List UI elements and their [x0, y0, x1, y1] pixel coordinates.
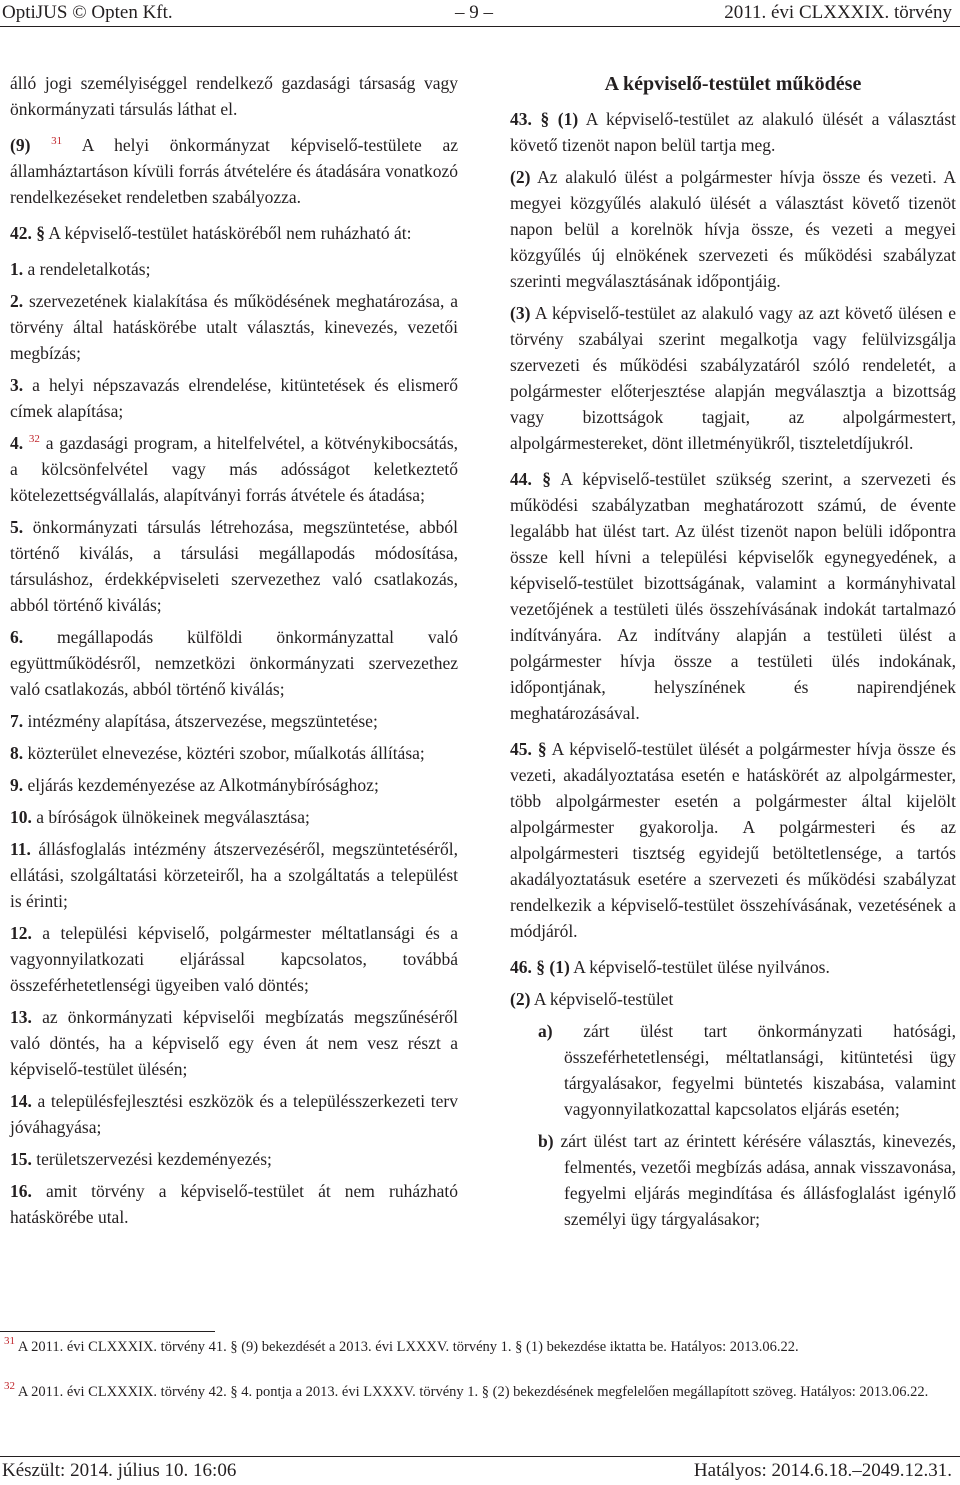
paragraph-9	[10, 132, 458, 210]
section-text: A képviselő-testület hatásköréből nem ruházható át:	[48, 223, 412, 243]
item-number: 5.	[10, 517, 24, 537]
subpoint-label: b)	[538, 1131, 554, 1151]
paragraph-continuation: álló jogi személyiséggel rendelkező gazdasági társaság vagy önkormányzati társulás láthat el.	[10, 73, 458, 119]
header-law-title: 2011. évi CLXXXIX. törvény	[724, 2, 952, 23]
item-number: 1.	[10, 259, 24, 279]
section-number: 43.	[510, 109, 532, 129]
item-text: a bíróságok ülnökeinek megválasztása;	[36, 807, 310, 827]
footnote-marker: 31	[4, 1335, 15, 1347]
paragraph-number: (2)	[510, 167, 531, 187]
section-46-par-1	[510, 954, 956, 980]
page-header	[0, 0, 960, 27]
item-number: 10.	[10, 807, 32, 827]
item-text: intézmény alapítása, átszervezése, megszüntetése;	[27, 711, 378, 731]
section-42-title	[10, 220, 458, 246]
list-item	[10, 288, 458, 366]
list-item	[10, 624, 458, 702]
header-publisher: OptiJUS © Opten Kft.	[2, 2, 173, 23]
footnote-text: A 2011. évi CLXXXIX. törvény 42. § 4. pontja a 2013. évi LXXXV. törvény 1. § (2) bekezdésének megfelelően megállapított szöveg. Hatályos: 2013.06.22.	[17, 1384, 929, 1400]
section-number: 42.	[10, 223, 32, 243]
item-number: 12.	[10, 923, 32, 943]
paragraph-number: (3)	[510, 303, 531, 323]
list-item	[10, 836, 458, 914]
list-item	[10, 1088, 458, 1140]
section-sign: §	[540, 109, 550, 129]
footnote-divider	[0, 1331, 215, 1332]
section-number: 45.	[510, 739, 532, 759]
section-number: 44.	[510, 469, 532, 489]
paragraph-number: (1)	[549, 957, 570, 977]
item-number: 3.	[10, 375, 24, 395]
list-item	[10, 430, 458, 508]
footnote-marker: 32	[4, 1380, 15, 1392]
item-number: 13.	[10, 1007, 32, 1027]
section-45	[510, 736, 956, 944]
item-number: 4.	[10, 433, 24, 453]
section-sign: §	[542, 469, 551, 489]
subpoint-b	[524, 1128, 956, 1232]
list-item	[10, 1178, 458, 1230]
list-item	[10, 1146, 458, 1172]
footer-effective: Hatályos: 2014.6.18.–2049.12.31.	[693, 1460, 952, 1481]
section-43-par-2	[510, 164, 956, 294]
item-text: a helyi népszavazás elrendelése, kitüntetések és elismerő címek alapítása;	[10, 375, 458, 421]
section-sign: §	[536, 957, 545, 977]
list-item	[10, 772, 458, 798]
item-text: megállapodás külföldi önkormányzattal való együttműködésről, nemzetközi önkormányzati szervezethez való csatlakozás, abból történő kiválás;	[10, 627, 459, 699]
section-text: A képviselő-testület ülését a polgármester hívja össze és vezeti, akadályoztatása esetén e hatáskörét az alpolgármester, több alpolgármester esetén a polgármester által kijelölt alpolgármester gyakorolja. A polgármesteri és az alpolgármesteri tisztség egyidejű betöltetlensége, a tartós akadályoztatásuk esetére a szervezeti és működési szabályzat rendelkezik a képviselő-testület összehívásának, vezetésének a módjáról.	[510, 739, 956, 941]
list-item	[10, 708, 458, 734]
item-text: a települési képviselő, polgármester méltatlansági és a vagyonnyilatkozati eljárással kapcsolatos, továbbá összeférhetetlenségi ügyeiben való döntés;	[10, 923, 458, 995]
footnote-text: A 2011. évi CLXXXIX. törvény 41. § (9) bekezdését a 2013. évi LXXXV. törvény 1. § (1) bekezdése iktatta be. Hatályos: 2013.06.22.	[17, 1339, 799, 1355]
list-item	[10, 256, 458, 282]
item-number: 9.	[10, 775, 24, 795]
item-text: önkormányzati társulás létrehozása, megszüntetése, abból történő kiválás, a társulási megállapodás módosítása, társuláshoz, érdekképviseleti szervezethez való csatlakozás, abból történő kiválás;	[10, 517, 459, 615]
paragraph-number: (9)	[10, 135, 31, 155]
paragraph-text: A helyi önkormányzat képviselő-testülete az államháztartáson kívüli forrás átvételére és átadására vonatkozó rendelkezéseket rendeletben szabályozza.	[10, 135, 458, 207]
item-number: 2.	[10, 291, 24, 311]
section-sign: §	[36, 223, 45, 243]
section-44	[510, 466, 956, 726]
list-item	[10, 1004, 458, 1082]
item-text: területszervezési kezdeményezés;	[36, 1149, 272, 1169]
item-text: az önkormányzati képviselői megbízatás megszűnéséről való döntés, ha a képviselő egy éven át nem vesz részt a képviselő-testület ülésén;	[10, 1007, 459, 1079]
paragraph-number: (2)	[510, 989, 531, 1009]
item-number: 8.	[10, 743, 24, 763]
item-number: 15.	[10, 1149, 32, 1169]
right-column	[510, 70, 956, 1238]
item-text: közterület elnevezése, köztéri szobor, műalkotás állítása;	[27, 743, 425, 763]
section-43-par-3	[510, 300, 956, 456]
list-item	[10, 804, 458, 830]
item-text: eljárás kezdeményezése az Alkotmánybírósághoz;	[27, 775, 379, 795]
item-text: amit törvény a képviselő-testület át nem ruházható hatáskörébe utal.	[10, 1181, 458, 1227]
item-number: 11.	[10, 839, 31, 859]
paragraph-text: A képviselő-testület az alakuló ülését a választást követő tizenöt napon belül tartja meg.	[510, 109, 956, 155]
paragraph-text: A képviselő-testület ülése nyilvános.	[573, 957, 830, 977]
section-43-par-1	[510, 106, 956, 158]
item-number: 6.	[10, 627, 24, 647]
item-number: 16.	[10, 1181, 32, 1201]
item-number: 14.	[10, 1091, 32, 1111]
list-item	[10, 372, 458, 424]
section-number: 46.	[510, 957, 532, 977]
paragraph-text: A képviselő-testület az alakuló vagy az azt követő ülésen e törvény szabályai szerint megalkotja vagy felülvizsgálja szervezeti és működési szabályzatáról szóló rendeletét, a polgármester előterjesztése alapján megválasztja a bizottság vagy bizottságok tagjait, az alpolgármestert, alpolgármestereket, dönt illetményükről, tiszteletdíjukról.	[510, 303, 956, 453]
page-footer	[0, 1456, 960, 1485]
paragraph-text: A képviselő-testület	[533, 989, 674, 1009]
left-column	[10, 70, 458, 1236]
paragraph-number: (1)	[557, 109, 579, 129]
page-number: – 9 –	[455, 2, 493, 23]
footnote-31	[4, 1335, 954, 1357]
section-46-par-2	[510, 986, 956, 1012]
section-text: A képviselő-testület szükség szerint, a szervezeti és működési szabályzatban meghatározott számú, de évente legalább hat ülést tart. Az ülést tizenöt napon belüli időpontra össze kell hívni a települési képviselők egynegyedének, a képviselő-testület bizottságának, valamint a kormányhivatal vezetőjének a testületi ülés összehívásának indokát tartalmazó indítványára. Az indítvány alapján a testületi ülést a polgármester hívja össze a testületi ülés indokának, időpontjának, helyszínének és napirendjének meghatározásával.	[510, 469, 956, 723]
section-heading: A képviselő-testület működése	[604, 73, 862, 95]
list-item	[10, 740, 458, 766]
item-text: a rendeletalkotás;	[27, 259, 151, 279]
section-sign: §	[537, 739, 547, 759]
paragraph-text: Az alakuló ülést a polgármester hívja össze és vezeti. A megyei közgyűlés alakuló ülését a választást követő tizenöt napon belül a korelnök hívja össze, és vezeti a megyei közgyűlés új elnökének szervezeti és működési szabályzat szerinti megválasztásának időpontjáig.	[510, 167, 956, 291]
subpoint-text: zárt ülést tart önkormányzati hatósági, összeférhetetlenségi, méltatlansági, kitüntetési ügy tárgyalásakor, fegyelmi büntetés kiszabása, valamint vagyonnyilatkozattal kapcsolatos eljárás esetén;	[564, 1021, 956, 1119]
item-number: 7.	[10, 711, 24, 731]
footnote-ref[interactable]: 31	[51, 135, 63, 147]
item-text: állásfoglalás intézmény átszervezéséről, megszüntetéséről, ellátási, szolgáltatási körzeteiről, ha a szolgáltatás a települést is érinti;	[10, 839, 458, 911]
list-item	[10, 514, 458, 618]
footnote-ref[interactable]: 32	[28, 433, 40, 445]
subpoint-text: zárt ülést tart az érintett kérésére választás, kinevezés, felmentés, vezetői megbízás adása, annak visszavonása, fegyelmi eljárás megindítása és állásfoglalást igénylő személyi ügy tárgyalásakor;	[560, 1131, 957, 1229]
footnote-32	[4, 1380, 954, 1402]
item-text: szervezetének kialakítása és működésének meghatározása, a törvény által hatáskörébe utalt választás, kinevezés, vezetői megbízás;	[10, 291, 458, 363]
subpoint-label: a)	[538, 1021, 553, 1041]
subpoint-a	[524, 1018, 956, 1122]
list-item	[10, 920, 458, 998]
item-text: a településfejlesztési eszközök és a településszerkezeti terv jóváhagyása;	[10, 1091, 458, 1137]
footer-created: Készült: 2014. július 10. 16:06	[2, 1460, 237, 1481]
item-text: a gazdasági program, a hitelfelvétel, a kötvénykibocsátás, a kölcsönfelvétel vagy más adósságot keletkeztető kötelezettségvállalás, alapítványi forrás átvétele és átadása;	[10, 433, 459, 505]
item-list	[10, 256, 458, 1230]
